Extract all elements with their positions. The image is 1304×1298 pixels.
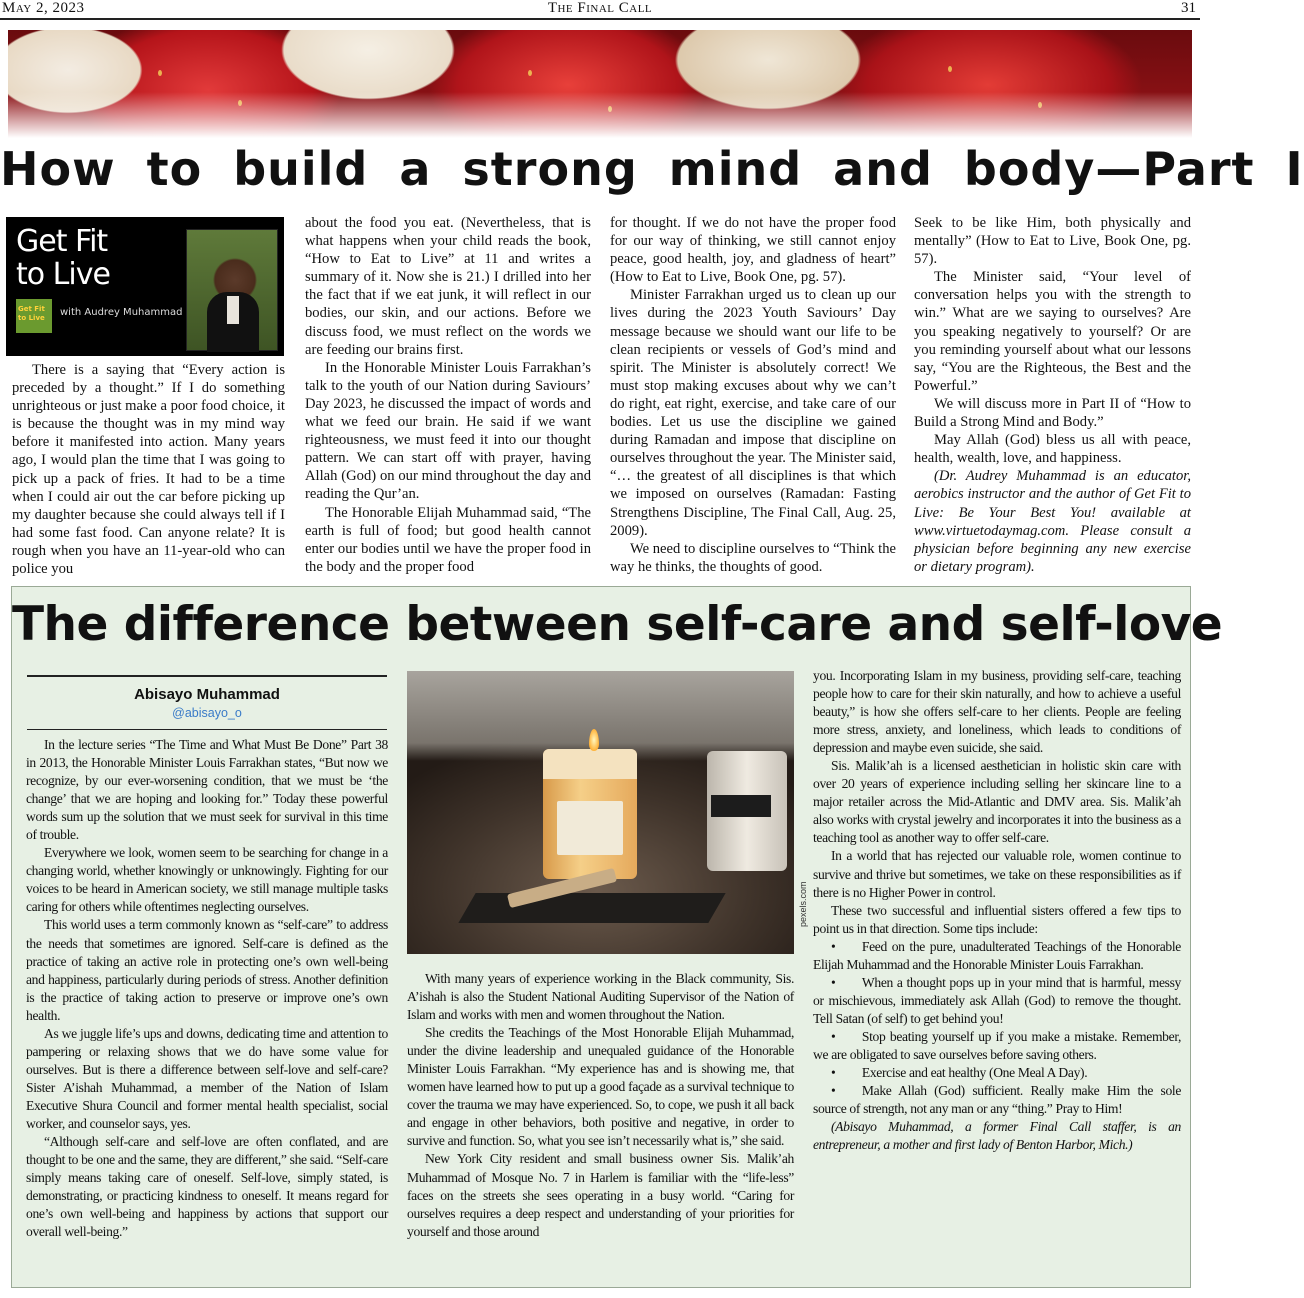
logo-line-2: to Live	[16, 257, 110, 292]
paragraph: The Minister said, “Your level of conversation helps you with the strength to win.” What are we saying to ourselves? Are you speaking negatively to yourself? Or are you reminding yourself about what our lessons say, “You are the Righteous, the Best and the Powerful.”	[914, 269, 1191, 394]
article-2-headline: The difference between self-care and self-love	[12, 597, 1223, 652]
paragraph: These two successful and influential sisters offered a few tips to point us in that direction. Some tips include:	[813, 902, 1181, 936]
paragraph: This world uses a term commonly known as “self-care” to address the needs that sometimes are ignored. Self-care is defined as the practice of taking an active role in protecting one’s own well-being and happiness, particularly during periods of stress. Another definition is the practice of taking action to preserve or improve one’s own health.	[26, 917, 388, 1023]
paragraph: In the Honorable Minister Louis Farrakhan’s talk to the youth of our Nation during Saviours’ Day 2023, he discussed the impact of words and what we feed our brain. He said if we want righteousness, we must feed it into our thought pattern. We can start off with prayer, having Allah (God) on our mind throughout the day and reading the Qur’an.	[305, 359, 591, 503]
paragraph: She credits the Teachings of the Most Honorable Elijah Muhammad, under the divine leadership and unequaled guidance of the Honorable Minister Louis Farrakhan. “My experience has and is showing me, that women have learned how to put up a good façade as a survival technique to cover the trauma we may have experienced. So, to cope, we push it all back and engage in other behaviors, both positive and negative, in order to survive and function. So, what you see isn’t necessarily what is,” she said.	[407, 1025, 794, 1149]
paragraph: New York City resident and small business owner Sis. Malik’ah Muhammad of Mosque No. 7 in Harlem is familiar with the “life-less” faces on the streets she sees operating in a busy world. “Caring for ourselves requires a deep respect and understanding of your priorities for yourself and those around	[407, 1151, 794, 1239]
paragraph: There is a saying that “Every action is preceded by a thought.” If I do something unrighteous or just make a poor food choice, it is because the thought was in my mind way before it manifested into action. Many years ago, I would plan the time that I was going to pick up a pack of fries. It had to be a time when I could air out the car before picking up my daughter because she could always tell if I had some fast food. Can anyone relate? It is rough when you have an 11-year-old who can police you	[12, 362, 285, 578]
candle-photo	[407, 671, 794, 954]
paragraph-continued: about the food you eat. (Nevertheless, that is what happens when your child reads the book, “How to Eat to Live” at 11 and writes a summary of it. Now she is 21.) I drilled into her the fact that if we eat junk, it will reflect in our bodies, our skin, and our actions. Before we discuss food, we must reflect on the words we are feeding our brains first.	[305, 215, 591, 358]
tip-item: • When a thought pops up in your mind that is harmful, messy or mischievous, immediately ask Allah (God) to remove the thought. Tell Satan (of self) to get behind you!	[813, 974, 1181, 1026]
author-photo	[186, 229, 278, 351]
paragraph-continued: for thought. If we do not have the proper food for our way of thinking, we still cannot enjoy peace, good health, joy, and gladness of heart” (How to Eat to Live, Book One, pg. 57).	[610, 215, 896, 286]
article-2-box	[11, 586, 1223, 1288]
paragraph: The Honorable Elijah Muhammad said, “The earth is full of food; but good health cannot enter our bodies until we have the proper food in the body and the proper food	[305, 504, 591, 575]
author-note: (Abisayo Muhammad, a former Final Call staffer, is an entrepreneur, a mother and first lady of Benton Harbor, Mich.)	[813, 1119, 1181, 1153]
author-handle-link[interactable]: @abisayo_o	[172, 706, 242, 720]
article-2-column-1	[26, 736, 388, 1241]
paragraph: Minister Farrakhan urged us to clean up our lives during the 2023 Youth Saviours’ Day message because we should want our life to be clean recipients or vessels of God’s mind and spirit. The Minister is absolutely correct! We must stop making excuses about why we can’t do right, eat right, exercise, and take care of our bodies. Let us use the discipline we gained during Ramadan and impose that discipline on ourselves throughout the year. The Minister said, “… the greatest of all disciplines is that which we imposed on ourselves (Ramadan: Fasting Strengthens Discipline, The Final Call, Aug. 25, 2009).	[610, 287, 896, 539]
strawberry-banner-image	[8, 30, 1192, 138]
photo-credit: pexels.com	[798, 881, 808, 927]
page-number: 31	[1181, 0, 1196, 16]
article-1-column-1	[12, 361, 285, 578]
paragraph: In the lecture series “The Time and What Must Be Done” Part 38 in 2013, the Honorable Minister Louis Farrakhan states, “But now we recognize, by our ever-worsening condition, that we must be ‘the change’ that we are hoping and looking for.” Today these powerful words sum up the solution that we must seek for survival in this time of trouble.	[26, 737, 388, 843]
article-2-column-3	[813, 667, 1181, 1154]
paragraph: Sis. Malik’ah is a licensed aesthetician in holistic skin care with over 20 years of experience including selling her skincare line to a major retailer across the Mid-Atlantic and DMV area. Sis. Malik’ah also works with crystal jewelry and incorporates it into the business as a teaching tool as another way to offer self-care.	[813, 758, 1181, 846]
article-1-column-2	[305, 214, 591, 576]
paragraph-continued: you. Incorporating Islam in my business, providing self-care, teaching people how to care for their skin naturally, and how to achieve a useful beauty,” is how she offers self-care to her clients. People are feeling more stress, anxiety, and loneliness, which leads to conditions of depression and maybe even suicide, she said.	[813, 668, 1181, 756]
tip-item: • Exercise and eat healthy (One Meal A Day).	[831, 1065, 1088, 1081]
issue-date: May 2, 2023	[2, 0, 85, 16]
paragraph: As we juggle life’s ups and downs, dedicating time and attention to pampering or relaxing shows that we do have some value for ourselves. But is there a difference between self-love and self-care? Sister A’ishah Muhammad, a member of the Nation of Islam Executive Shura Council and former mental health specialist, social worker, and counselor says, yes.	[26, 1025, 388, 1131]
running-head	[0, 0, 1200, 20]
article-2-column-2	[407, 970, 794, 1239]
paper-name: The Final Call	[547, 0, 653, 16]
paragraph: With many years of experience working in the Black community, Sis. A’ishah is also the Student National Auditing Supervisor of the Nation of Islam and works with men and women throughout the Nation.	[407, 971, 794, 1023]
paragraph: We will discuss more in Part II of “How to Build a Strong Mind and Body.”	[914, 395, 1191, 431]
paragraph: “Although self-care and self-love are often conflated, and are thought to be one and the same, they are different,” she said. “Self-care simply means taking care of oneself. Self-love, simply stated, is demonstrating, or practicing kindness to oneself. It means regard for one’s own well-being and happiness by actions that support our overall well-being.”	[26, 1134, 388, 1240]
logo-line-1: Get Fit	[16, 224, 108, 259]
article-1-column-3	[610, 214, 896, 576]
get-fit-to-live-logo	[6, 217, 284, 356]
paragraph-continued: Seek to be like Him, both physically and mentally” (How to Eat to Live, Book One, pg. 57).	[914, 215, 1191, 268]
paragraph: May Allah (God) bless us all with peace, health, wealth, love, and happiness.	[914, 432, 1191, 467]
mini-logo: Get Fit to Live	[16, 299, 52, 333]
article-1-column-4	[914, 214, 1191, 576]
author-note: (Dr. Audrey Muhammad is an educator, aerobics instructor and the author of Get Fit to Live: Be Your Best You! available at www.virtuetodaymag.com. Please consult a physician before beginning any new exercise or dietary program).	[914, 468, 1191, 575]
tip-item: • Feed on the pure, unadulterated Teachings of the Honorable Elijah Muhammad and the Honorable Minister Louis Farrakhan.	[813, 938, 1181, 972]
tip-item: • Stop beating yourself up if you make a mistake. Remember, we are obligated to save ourselves before saving others.	[813, 1028, 1181, 1062]
paragraph: We need to discipline ourselves to “Think the way he thinks, the thoughts of good.	[610, 540, 896, 575]
logo-byline: with Audrey Muhammad	[60, 307, 183, 318]
tip-item: • Make Allah (God) sufficient. Really make Him the sole source of strength, not any man or any “thing.” Pray to Him!	[813, 1083, 1181, 1117]
article-1-headline: How to build a strong mind and body—Part I	[0, 142, 1304, 196]
author-name: Abisayo Muhammad	[134, 686, 280, 703]
byline	[27, 675, 387, 730]
paragraph: Everywhere we look, women seem to be searching for change in a changing world, whether knowingly or unknowingly. Fighting for our voices to be heard in American society, we still manage multiple tasks caring for others while oftentimes neglecting ourselves.	[26, 845, 388, 915]
paragraph: In a world that has rejected our valuable role, women continue to survive and thrive but sometimes, we take on these responsibilities as if there is no Higher Power in control.	[813, 848, 1181, 900]
